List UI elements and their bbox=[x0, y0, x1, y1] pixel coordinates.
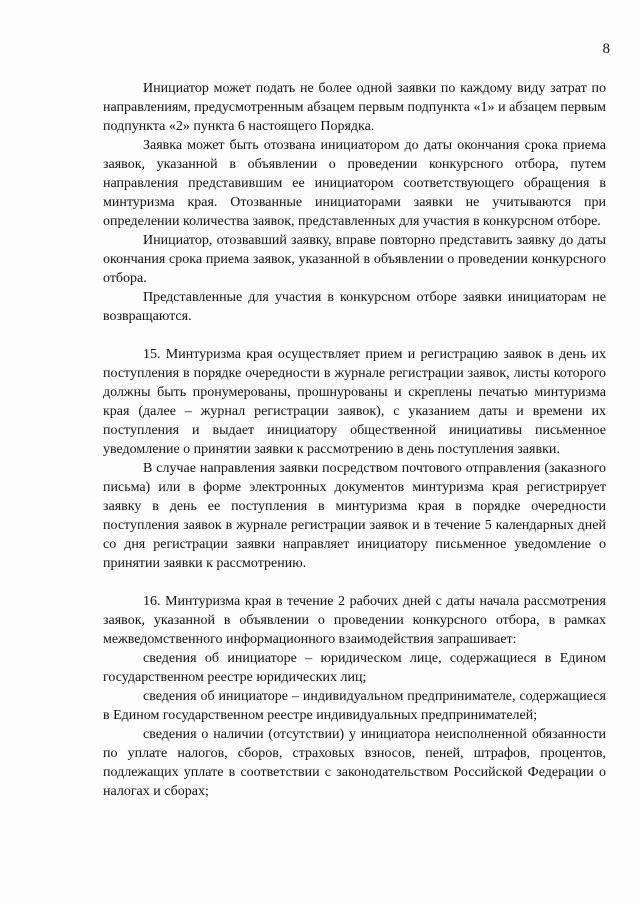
paragraph: 15. Минтуризма края осуществляет прием и регистрацию заявок в день их поступления в порядке очередности в журнале регистрации заявок, листы которого должны быть пронумерованы, прошнурованы и скреплены печатью минтуризма края (далее – журнал регистрации заявок), с указанием даты и времени их поступления и выдает инициатору общественной инициативы письменное уведомление о принятии заявки к рассмотрению в день поступления заявки. bbox=[103, 347, 606, 457]
paragraph: Представленные для участия в конкурсном отборе заявки инициаторам не возвращаются. bbox=[103, 290, 606, 324]
document-body bbox=[103, 79, 606, 801]
paragraph: В случае направления заявки посредством почтового отправления (заказного письма) или в форме электронных документов минтуризма края регистрирует заявку в день ее поступления в минтуризма края в порядке очередности поступления заявок в журнале регистрации заявок и в течение 5 календарных дней со дня регистрации заявки направляет инициатору письменное уведомление о принятии заявки к рассмотрению. bbox=[103, 461, 606, 571]
paragraph: Инициатор, отозвавший заявку, вправе повторно представить заявку до даты окончания срока приема заявок, указанной в объявлении о проведении конкурсного отбора. bbox=[103, 233, 606, 286]
paragraph: Заявка может быть отозвана инициатором до даты окончания срока приема заявок, указанной в объявлении о проведении конкурсного отбора, путем направления представившим ее инициатором соответствующего обращения в минтуризма края. Отозванные инициаторами заявки не учитываются при определении количества заявок, представленных для участия в конкурсном отборе. bbox=[103, 138, 606, 229]
paragraph: Инициатор может подать не более одной заявки по каждому виду затрат по направлениям, предусмотренным абзацем первым подпункта «1» и абзацем первым подпункта «2» пункта 6 настоящего Порядка. bbox=[103, 81, 606, 134]
section-spacer bbox=[103, 326, 606, 345]
paragraph: сведения об инициаторе – юридическом лице, содержащиеся в Едином государственном реестре юридических лиц; bbox=[103, 651, 606, 685]
paragraph: 16. Минтуризма края в течение 2 рабочих дней с даты начала рассмотрения заявок, указанной в объявлении о проведении конкурсного отбора, в рамках межведомственного информационного взаимодействия запрашивает: bbox=[103, 594, 606, 647]
section-spacer bbox=[103, 573, 606, 592]
paragraph: сведения о наличии (отсутствии) у инициатора неисполненной обязанности по уплате налогов, сборов, страховых взносов, пеней, штрафов, процентов, подлежащих уплате в соответствии с законодательством Российской Федерации о налогах и сборах; bbox=[103, 727, 606, 799]
page-number: 8 bbox=[602, 41, 610, 57]
paragraph: сведения об инициаторе – индивидуальном предпринимателе, содержащиеся в Едином государственном реестре индивидуальных предпринимателей; bbox=[103, 689, 606, 723]
